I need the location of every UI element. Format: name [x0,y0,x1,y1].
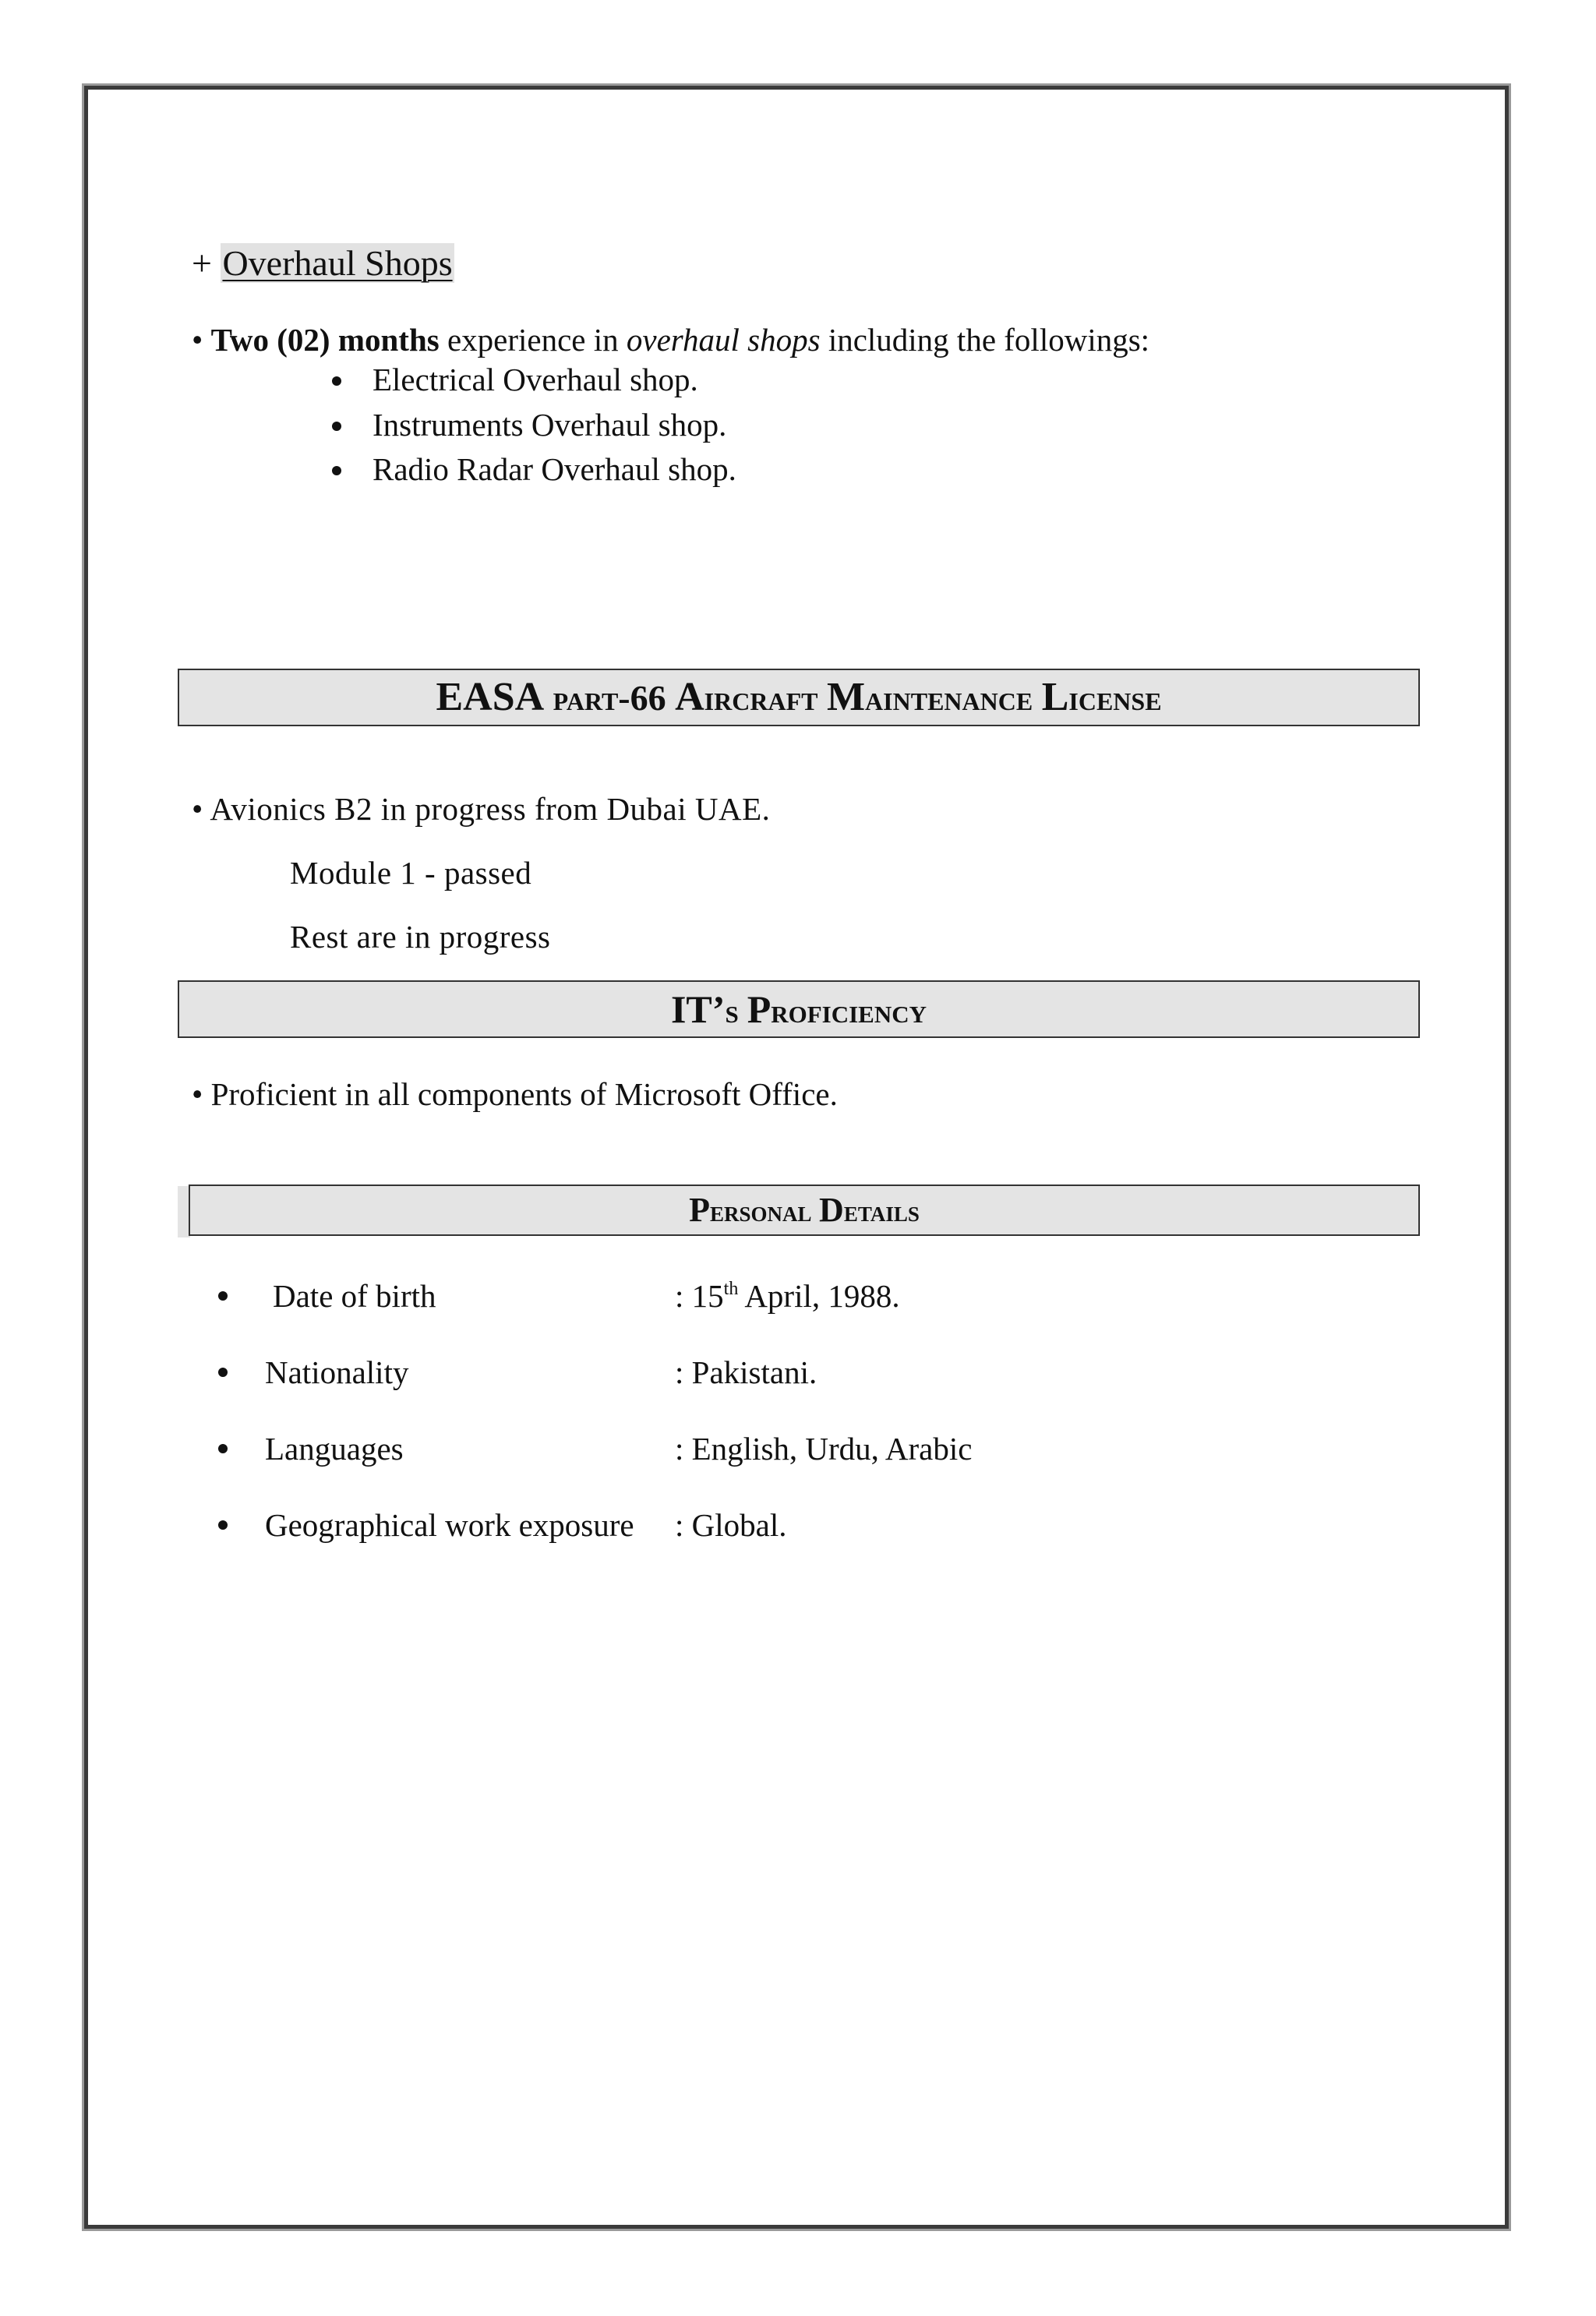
personal-section-header [189,1184,1420,1236]
title-part: part-66 [544,678,676,718]
bullet-dot-icon [218,1444,228,1453]
detail-label: Date of birth [273,1278,436,1314]
detail-row-languages [0,1429,1596,1468]
detail-row-nationality [0,1353,1596,1392]
detail-row-dob [0,1276,1596,1315]
intro-bold: Two (02) months [210,322,440,358]
title-part: aintenance [865,678,1042,718]
bullet-dot-icon [332,465,341,479]
intro-end: including the followings: [820,322,1150,358]
detail-row-geography [0,1506,1596,1545]
detail-value: : Global. [675,1507,787,1543]
title-part: L [1041,675,1069,719]
license-bullet: • Avionics B2 in progress from Dubai UAE. [192,791,771,827]
title-part: s [725,992,747,1030]
detail-label: Nationality [265,1354,409,1390]
overhaul-intro [192,321,1149,358]
title-part: roficiency [771,992,927,1030]
page-border [84,86,1509,2229]
title-part: D [819,1191,844,1229]
title-part: IT’ [670,987,726,1031]
title-part: A [675,675,704,719]
bullet-dot-icon [218,1520,228,1530]
title-part: M [826,675,866,719]
value-part: : 15 [675,1278,724,1314]
bullet-dot-icon [218,1291,228,1301]
title-part: ircraft [704,678,827,718]
overhaul-item: Radio Radar Overhaul shop. [373,451,736,487]
intro-mid: experience in [439,322,627,358]
heading-prefix: + [192,243,212,283]
title-part: etails [843,1195,920,1228]
detail-label: Geographical work exposure [265,1507,634,1543]
overhaul-item: Instruments Overhaul shop. [373,407,727,443]
overhaul-item: Electrical Overhaul shop. [373,362,698,397]
intro-italic: overhaul shops [626,322,821,358]
license-line: Module 1 - passed [290,855,532,891]
title-part: EASA [436,675,545,719]
license-section-header [178,669,1420,726]
detail-label: Languages [265,1431,404,1467]
value-part: April, 1988. [738,1278,900,1314]
title-part: ersonal [710,1195,820,1228]
intro-bullet: • [192,322,203,358]
it-section-header [178,980,1420,1038]
detail-value [675,1276,900,1315]
bullet-dot-icon [218,1368,228,1377]
title-part: P [689,1191,711,1229]
detail-value: : English, Urdu, Arabic [675,1431,973,1467]
value-sup: th [723,1279,739,1299]
detail-value: : Pakistani. [675,1354,817,1390]
title-part: icense [1068,678,1162,718]
heading-text: Overhaul Shops [222,243,453,283]
title-part: P [747,987,772,1031]
bullet-dot-icon [332,376,341,390]
overhaul-shops-heading [192,242,454,285]
bullet-dot-icon [332,421,341,435]
license-line: Rest are in progress [290,919,551,955]
it-bullet: • Proficient in all components of Microsoft Office. [192,1076,838,1112]
